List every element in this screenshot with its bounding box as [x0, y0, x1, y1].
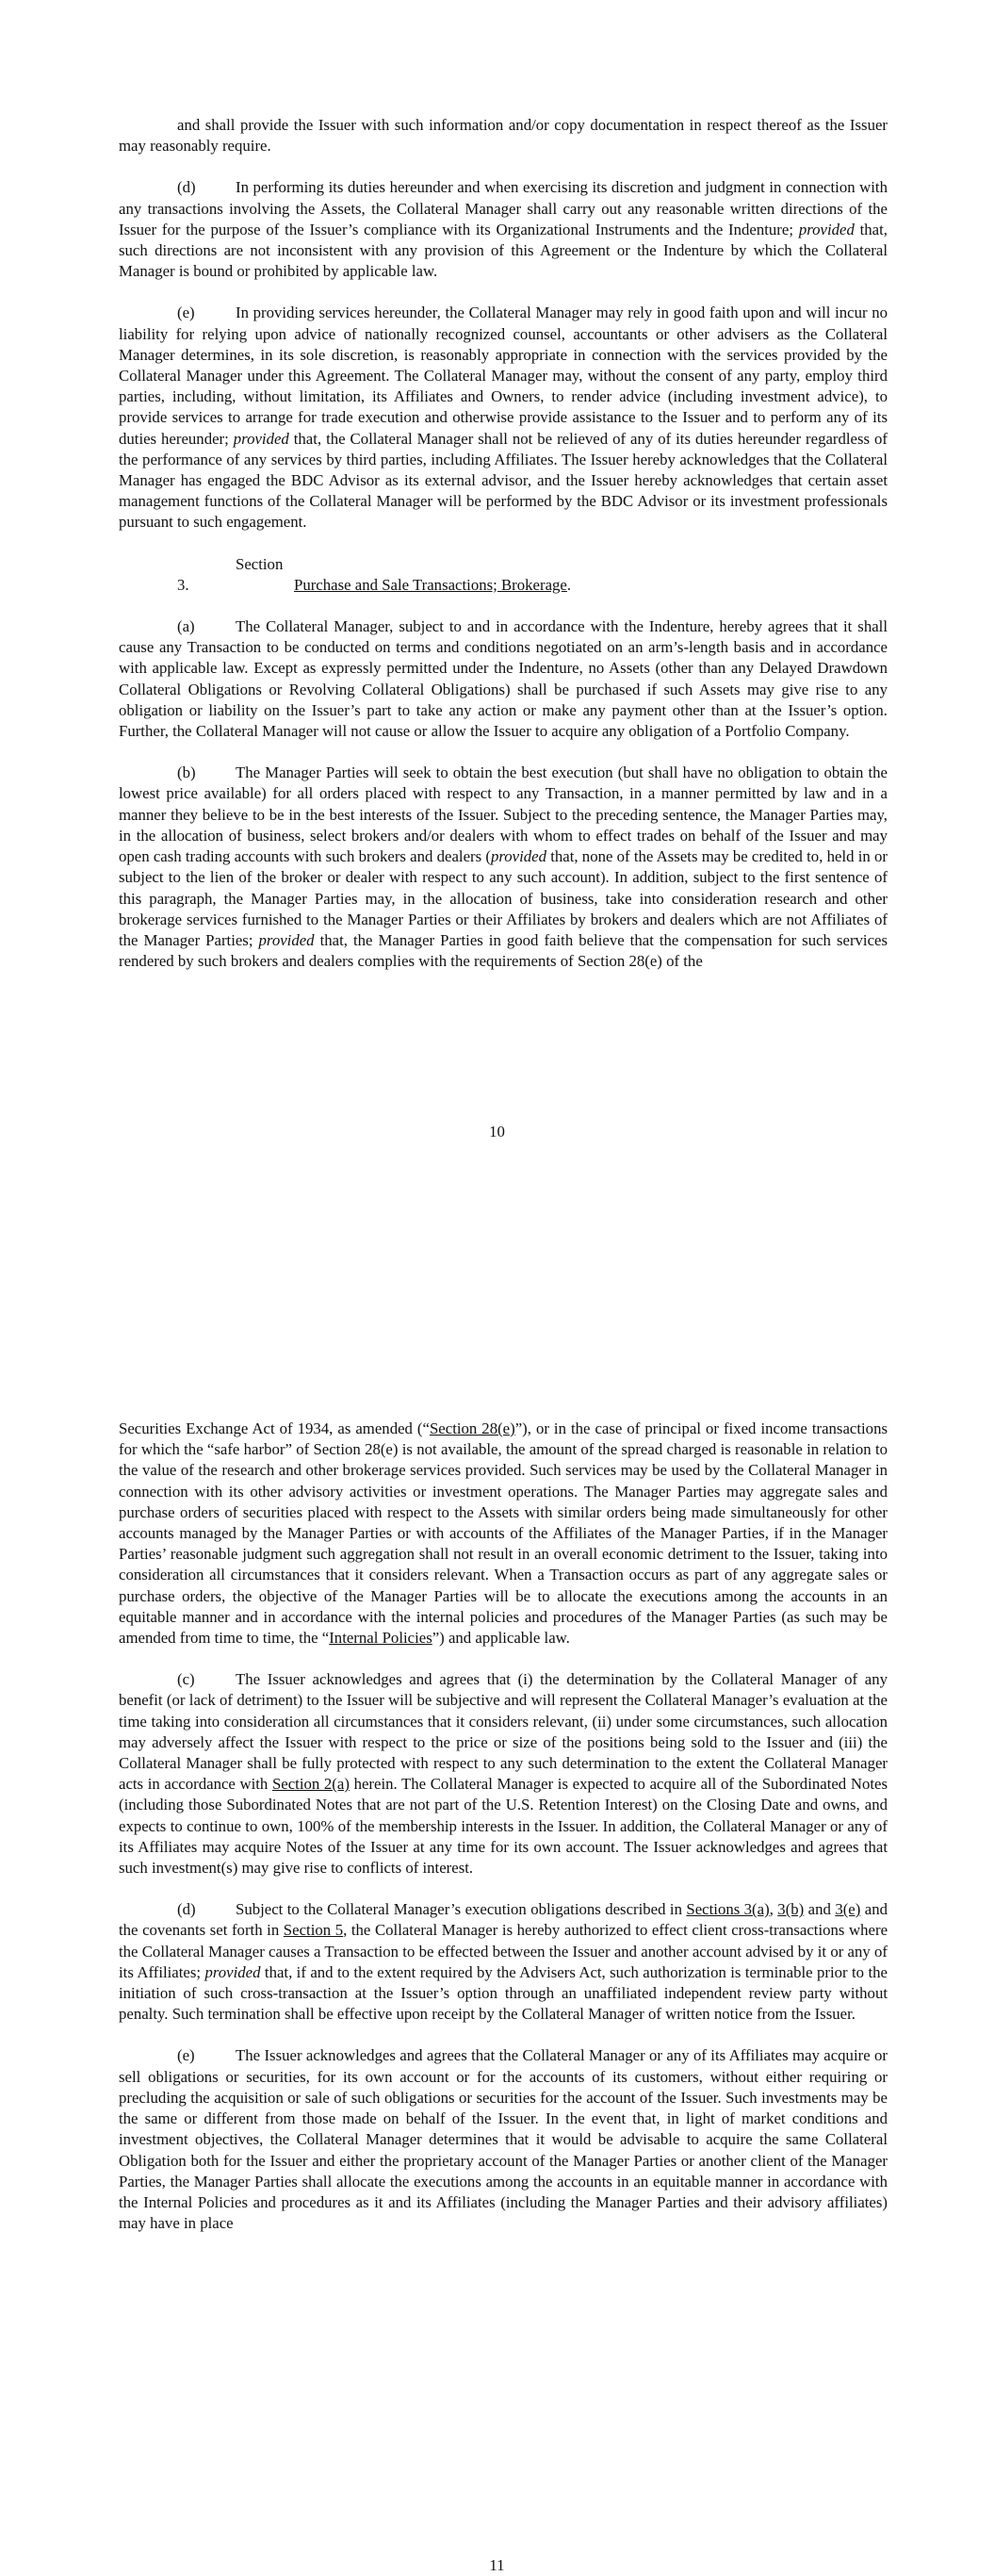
- section-3-heading: [119, 554, 888, 596]
- cross-reference: 3(b): [777, 1900, 805, 1919]
- emphasis: provided: [204, 1962, 261, 1981]
- text: ,: [769, 1900, 778, 1919]
- paragraph-label: (b): [177, 763, 196, 782]
- text: Securities Exchange Act of 1934, as amended (“: [119, 1419, 430, 1437]
- text: , the Collateral Manager is hereby authorized to effect client cross-transactions where the Collateral Manager causes a Transaction to be effected between the Issuer and another account advised by it or any of its Affiliates;: [119, 1921, 888, 1981]
- emphasis: provided: [258, 930, 315, 949]
- text: The Manager Parties will seek to obtain the best execution (but shall have no obligation to obtain the lowest price available) for all orders placed with respect to any Transaction, in a manner permitted by law and in a manner they believe to be in the best interests of the Issuer. Subject to the preceding sentence, the Manager Parties may, in the allocation of business, select brokers and/or dealers with whom to effect trades on behalf of the Issuer and may open cash trading accounts with such brokers and dealers (: [119, 763, 888, 866]
- paragraph-a: [119, 616, 888, 742]
- text: ”) and applicable law.: [432, 1629, 570, 1648]
- text: ”), or in the case of principal or fixed income transactions for which the “safe harbor” of Section 28(e) is not available, the amount of the spread charged is reasonable in relation to the value of the research and other brokerage services provided. Such services may be used by the Collateral Manager in connection with its other advisory activities or investment operations. The Manager Parties may aggregate sales and purchase orders of securities placed with respect to the Assets with similar orders being made simultaneously for other accounts managed by the Manager Parties or with accounts of the Affiliates of the Manager Parties, if in the Manager Parties’ reasonable judgment such aggregation shall not result in an overall economic detriment to the Issuer, taking into consideration all circumstances that it considers relevant. When a Transaction occurs as part of any aggregate sales or purchase orders, the objective of the Manager Parties will be to allocate the executions among the accounts in an equitable manner and in accordance with the internal policies and procedures of the Manager Parties (as such may be amended from time to time, the “: [119, 1419, 888, 1648]
- text: and: [804, 1900, 836, 1919]
- cross-reference: 3(e): [835, 1900, 861, 1919]
- paragraph-label: (c): [177, 1670, 195, 1689]
- paragraph-label: (d): [177, 1900, 196, 1919]
- section-title: Purchase and Sale Transactions; Brokerage: [294, 575, 567, 594]
- text: that, the Manager Parties in good faith believe that the compensation for such services rendered by such brokers and dealers complies with the requirements of Section 28(e) of the: [119, 930, 888, 971]
- defined-term: Section 28(e): [429, 1419, 515, 1437]
- section-label: Section 3.: [177, 554, 284, 594]
- page-number: 10: [489, 1123, 505, 1140]
- paragraph-d: [119, 177, 888, 282]
- page-10: [0, 0, 994, 1287]
- emphasis: provided: [490, 847, 546, 866]
- page-11: [0, 1287, 994, 2573]
- text: and the covenants set forth in: [119, 1900, 888, 1940]
- text: In providing services hereunder, the Collateral Manager may rely in good faith upon and will incur no liability for relying upon advice of nationally recognized counsel, accountants or other advisers as the Collateral Manager determines, in its sole discretion, is reasonably appropriate in connection with the services provided by the Collateral Manager under this Agreement. The Collateral Manager may, without the consent of any party, employ third parties, including, without limitation, its Affiliates and Owners, to render advice (including investment advice), to provide services to arrange for trade execution and otherwise provide assistance to the Issuer and to perform any of its duties hereunder;: [119, 304, 888, 448]
- paragraph-d: [119, 1899, 888, 2025]
- emphasis: provided: [233, 429, 289, 448]
- text: that, if and to the extent required by the Advisers Act, such authorization is terminable prior to the initiation of such cross-transaction at the Issuer’s option through an unaffiliated independent review party without penalty. Such termination shall be effective upon receipt by the Collateral Manager of written notice from the Issuer.: [119, 1962, 888, 2024]
- paragraph-label: (e): [177, 2046, 195, 2065]
- paragraph-b: [119, 763, 888, 972]
- text: Subject to the Collateral Manager’s execution obligations described in: [236, 1900, 687, 1919]
- text: .: [566, 575, 572, 594]
- paragraph-label: (d): [177, 178, 196, 197]
- paragraph-label: (e): [177, 304, 195, 322]
- text: The Collateral Manager, subject to and in accordance with the Indenture, hereby agrees that it shall cause any Transaction to be conducted on terms and conditions negotiated on an arm’s-length basis and in accordance with applicable law. Except as expressly permitted under the Indenture, no Assets (other than any Delayed Drawdown Collateral Obligations or Revolving Collateral Obligations) shall be purchased if such Assets may give rise to any obligation or liability on the Issuer’s part to take any action or make any payment other than at the Issuer’s option. Further, the Collateral Manager will not cause or allow the Issuer to acquire any obligation of a Portfolio Company.: [119, 617, 888, 741]
- paragraph-label: (a): [177, 617, 195, 636]
- cross-reference: Section 5: [283, 1921, 344, 1940]
- text: that, such directions are not inconsistent with any provision of this Agreement or the Indenture by which the Collateral Manager is bound or prohibited by applicable law.: [119, 220, 888, 281]
- cross-reference: Sections 3(a): [686, 1900, 770, 1919]
- defined-term: Internal Policies: [329, 1629, 432, 1648]
- page-10-body: [119, 115, 888, 993]
- page-11-body: [119, 1419, 888, 2255]
- cross-reference: Section 2(a): [271, 1775, 350, 1794]
- text: that, none of the Assets may be credited to, held in or subject to the lien of the broker or dealer with respect to any such account). In addition, subject to the first sentence of this paragraph, the Manager Parties may, in the allocation of business, take into consideration research and other brokerage services furnished to the Manager Parties or their Affiliates by brokers and dealers which are not Affiliates of the Manager Parties;: [119, 847, 888, 949]
- paragraph-e: [119, 2045, 888, 2234]
- text: The Issuer acknowledges and agrees that the Collateral Manager or any of its Affiliates may acquire or sell obligations or securities, for its own account or for the accounts of its customers, without either requiring or precluding the acquisition or sale of such obligations or securities for the account of the Issuer. Such investments may be the same or different from those made on behalf of the Issuer. In the event that, in light of market conditions and investment objectives, the Collateral Manager determines that it would be advisable to acquire the same Collateral Obligation both for the Issuer and either the proprietary account of the Manager Parties or another client of the Manager Parties, the Manager Parties shall allocate the executions among the accounts in an equitable manner in accordance with the Internal Policies and procedures as it and its Affiliates (including the Manager Parties and their advisory affiliates) may have in place: [119, 2046, 888, 2233]
- continuation-paragraph: and shall provide the Issuer with such information and/or copy documentation in respect thereof as the Issuer may reasonably require.: [119, 116, 888, 156]
- text: The Issuer acknowledges and agrees that (i) the determination by the Collateral Manager of any benefit (or lack of detriment) to the Issuer will be subjective and will represent the Collateral Manager’s evaluation at the time taking into consideration all circumstances that it considers relevant, (ii) under some circumstances, such allocation may adversely affect the Issuer with respect to the price or size of the positions being sold to the Issuer and (iii) the Collateral Manager shall be fully protected with respect to any such determination to the extent the Collateral Manager acts in accordance with: [119, 1670, 888, 1794]
- text: In performing its duties hereunder and when exercising its discretion and judgment in connection with any transactions involving the Assets, the Collateral Manager shall carry out any reasonable written directions of the Issuer for the purpose of the Issuer’s compliance with its Organizational Instruments and the Indenture;: [119, 178, 888, 238]
- text: herein. The Collateral Manager is expected to acquire all of the Subordinated Notes (including those Subordinated Notes that are not part of the U.S. Retention Interest) on the Closing Date and owns, and expects to continue to own, 100% of the membership interests in the Issuer. In addition, the Collateral Manager or any of its Affiliates may acquire Notes of the Issuer at any time for its own account. The Issuer acknowledges and agrees that such investment(s) may give rise to conflicts of interest.: [119, 1775, 888, 1878]
- paragraph-c: [119, 1669, 888, 1879]
- text: that, the Collateral Manager shall not be relieved of any of its duties hereunder regardless of the performance of any services by third parties, including Affiliates. The Issuer hereby acknowledges that the Collateral Manager has engaged the BDC Advisor as its external advisor, and the Issuer hereby acknowledges that certain asset management functions of the Collateral Manager will be performed by the BDC Advisor or its investment professionals pursuant to such engagement.: [119, 429, 888, 532]
- continuation-paragraph: [119, 1419, 888, 1649]
- paragraph-e: [119, 303, 888, 533]
- emphasis: provided: [798, 220, 855, 238]
- page-number: 11: [489, 2556, 505, 2574]
